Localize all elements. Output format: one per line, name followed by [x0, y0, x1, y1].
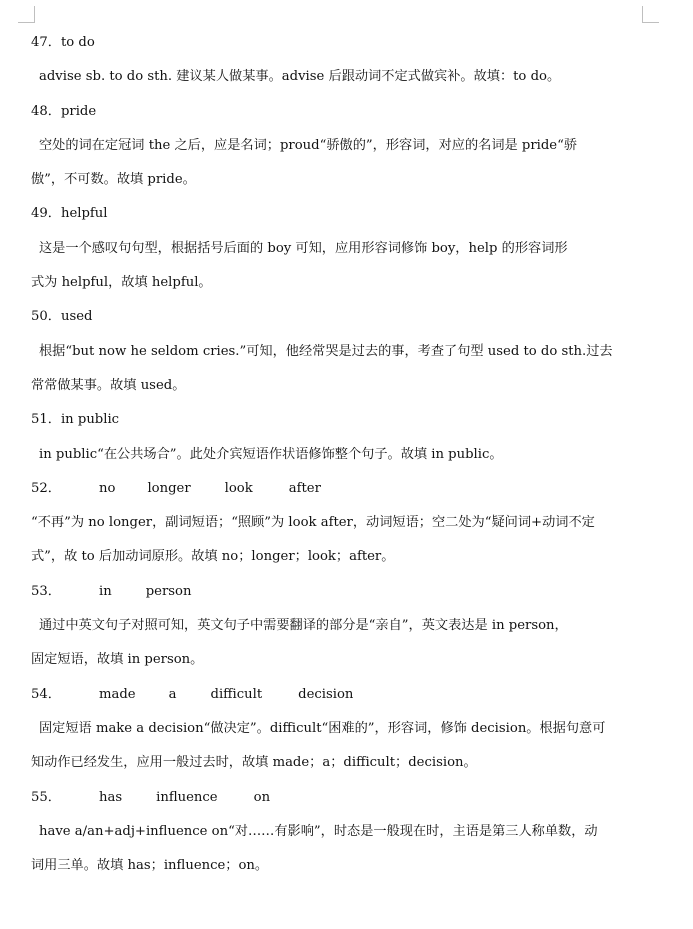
- explanation-51-line-1: in public“在公共场合”。此处介宾短语作状语修饰整个句子。故填 in public。: [39, 446, 503, 462]
- answer-47: 47．to do: [31, 35, 95, 50]
- explanation-52-line-1: “不再”为 no longer，副词短语；“照顾”为 look after，动词短语；空二处为“疑问词+动词不定: [31, 515, 595, 531]
- answer-55: [31, 781, 651, 815]
- answer-55-word-3: on: [253, 789, 271, 805]
- answer-54-word-1: made: [99, 686, 136, 702]
- explanation-47-line-1: advise sb. to do sth. 建议某人做某事。advise 后跟动词不定式做宾补。故填：to do。: [39, 69, 561, 85]
- answer-52-word-2: longer: [147, 480, 191, 496]
- answer-53: [31, 575, 651, 609]
- explanation-48-line-2: 傲”，不可数。故填 pride。: [31, 172, 196, 188]
- answer-52-number: 52．: [31, 480, 61, 496]
- crop-mark-top-left: [18, 6, 35, 23]
- explanation-55-line-1: have a/an+adj+influence on“对……有影响”，时态是一般现在时，主语是第三人称单数，动: [39, 823, 598, 839]
- answer-53-word-2: person: [145, 583, 192, 599]
- explanation-48-line-1: 空处的词在定冠词 the 之后，应是名词；proud“骄傲的”，形容词，对应的名词是 pride“骄: [39, 137, 578, 153]
- explanation-50-line-2: 常常做某事。故填 used。: [31, 377, 186, 393]
- explanation-53-line-2: 固定短语，故填 in person。: [31, 652, 204, 668]
- answer-55-number: 55．: [31, 789, 61, 805]
- answer-48: 48．pride: [31, 103, 97, 119]
- answer-52-word-1: no: [99, 480, 116, 496]
- explanation-52-line-2: 式”，故 to 后加动词原形。故填 no；longer；look；after。: [31, 549, 395, 565]
- answer-54-word-4: decision: [298, 686, 354, 702]
- answer-52: [31, 472, 651, 506]
- explanation-50-line-1: 根据“but now he seldom cries.”可知，他经常哭是过去的事，考查了句型 used to do sth.过去: [39, 343, 613, 359]
- answer-51: 51．in public: [31, 412, 120, 428]
- answer-55-word-1: has: [99, 789, 123, 805]
- answer-52-word-3: look: [224, 480, 253, 496]
- answer-document: [31, 26, 651, 883]
- crop-mark-top-right: [642, 6, 659, 23]
- answer-49: 49．helpful: [31, 206, 108, 222]
- explanation-54-line-2: 知动作已经发生，应用一般过去时，故填 made；a；difficult；decision。: [31, 755, 477, 771]
- answer-54-number: 54．: [31, 686, 61, 702]
- explanation-54-line-1: 固定短语 make a decision“做决定”。difficult“困难的”，形容词，修饰 decision。根据句意可: [39, 720, 606, 736]
- explanation-49-line-1: 这是一个感叹句句型，根据括号后面的 boy 可知，应用形容词修饰 boy，help 的形容词形: [39, 240, 568, 256]
- answer-52-word-4: after: [288, 480, 321, 496]
- answer-54-word-2: a: [168, 686, 177, 702]
- explanation-53-line-1: 通过中英文句子对照可知，英文句子中需要翻译的部分是“亲自”，英文表达是 in person，: [39, 618, 568, 634]
- answer-54: [31, 678, 651, 712]
- answer-50: 50．used: [31, 309, 93, 325]
- answer-53-word-1: in: [99, 583, 112, 599]
- answer-54-word-3: difficult: [210, 686, 263, 702]
- explanation-55-line-2: 词用三单。故填 has；influence；on。: [31, 858, 269, 874]
- explanation-49-line-2: 式为 helpful，故填 helpful。: [31, 275, 212, 291]
- answer-55-word-2: influence: [156, 789, 218, 805]
- answer-53-number: 53．: [31, 583, 61, 599]
